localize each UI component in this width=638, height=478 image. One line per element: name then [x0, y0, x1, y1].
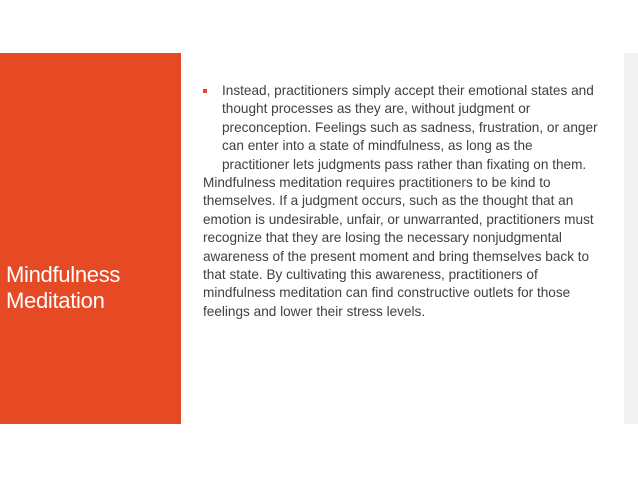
- bullet-item: [203, 82, 603, 174]
- body-paragraph-2: Mindfulness meditation requires practitioners to be kind to themselves. If a judgment occurs, such as the thought that an emotion is undesirable, unfair, or unwarranted, practitioners must recognize that they are losing the necessary nonjudgmental awareness of the present moment and bring themselves back to that state. By cultivating this awareness, practitioners of mindfulness meditation can find constructive outlets for those feelings and lower their stress levels.: [203, 175, 594, 319]
- right-edge-strip: [624, 53, 638, 424]
- title-panel: [0, 53, 181, 424]
- slide-title: Mindfulness Meditation: [6, 262, 121, 313]
- body-paragraph-1: Instead, practitioners simply accept their emotional states and thought processes as they are, without judgment or preconception. Feelings such as sadness, frustration, or anger can enter into a state of mindfulness, as long as the practitioner lets judgments pass rather than fixating on them.: [222, 83, 598, 172]
- slide-body: [203, 82, 603, 321]
- bullet-square-icon: [203, 89, 207, 93]
